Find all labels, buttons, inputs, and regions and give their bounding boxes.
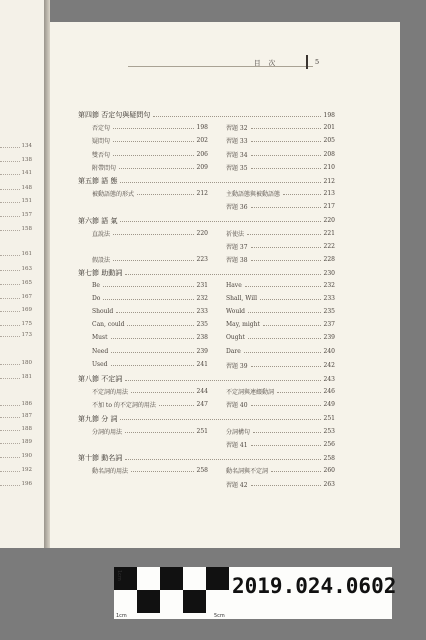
toc-chapter-page: 243 <box>323 375 335 383</box>
toc-entry <box>226 321 335 328</box>
dot-leader <box>116 312 193 313</box>
toc-entry-page: 232 <box>196 294 208 302</box>
toc-entry-page: 205 <box>323 137 335 145</box>
toc-chapter-label: 第五節 語 態 <box>78 177 118 185</box>
left-page-number: 196 <box>21 481 32 487</box>
dot-leader <box>111 338 194 339</box>
toc-entry-label: 疑問句 <box>92 138 111 146</box>
dot-leader <box>251 141 321 142</box>
toc-entry-label: 不定詞與連綴動詞 <box>226 389 275 397</box>
toc-entry-label: Dare <box>226 347 241 355</box>
left-page-leader <box>0 378 20 379</box>
toc-entry <box>226 334 335 341</box>
left-page-leader <box>0 174 20 175</box>
toc-entry-page: 202 <box>196 137 208 145</box>
header-rule <box>128 66 313 67</box>
dot-leader <box>125 459 320 460</box>
scale-label-right: 5cm <box>214 613 225 619</box>
header-section-title: 目 次 <box>254 59 279 67</box>
toc-entry <box>92 361 208 368</box>
left-page-leader <box>0 298 20 299</box>
toc-entry-page: 260 <box>323 467 335 475</box>
header-divider <box>306 55 308 69</box>
left-page-number: 180 <box>21 360 32 366</box>
left-page-number: 141 <box>21 170 32 176</box>
dot-leader <box>113 234 194 235</box>
toc-entry <box>92 229 208 238</box>
dot-leader <box>251 247 321 248</box>
toc-chapter <box>78 110 335 120</box>
toc-chapter-label: 第七節 助動詞 <box>78 269 123 278</box>
dot-leader <box>113 260 194 261</box>
left-page-leader <box>0 417 20 418</box>
toc-entry <box>92 189 208 198</box>
left-page-number: 175 <box>21 321 32 327</box>
toc-entry-page: 249 <box>323 401 335 409</box>
dot-leader <box>277 392 321 393</box>
dot-leader <box>159 405 194 406</box>
dot-leader <box>125 274 320 275</box>
toc-entry <box>226 150 335 159</box>
left-page-number: 187 <box>21 413 32 419</box>
toc-entry-page: 232 <box>323 281 335 289</box>
toc-entry-label: 祈使法 <box>226 230 245 238</box>
dot-leader <box>251 405 321 406</box>
toc-chapter-page: 258 <box>323 454 335 462</box>
toc-entry-page: 247 <box>196 401 208 409</box>
left-page-number: 167 <box>21 294 32 300</box>
toc-entry-label: 習題 41 <box>226 442 248 449</box>
scale-label-vertical: 1cm <box>116 570 122 581</box>
left-page-leader <box>0 230 20 231</box>
toc-entry-page: 233 <box>323 294 335 302</box>
toc-entry <box>92 123 208 132</box>
toc-entry <box>92 163 208 172</box>
toc-entry-label: 習題 32 <box>226 125 248 133</box>
left-page-leader <box>0 336 20 337</box>
toc-entry-label: May, might <box>226 321 260 329</box>
toc-entry <box>92 150 208 159</box>
toc-entry-label: 被動語態的形式 <box>92 191 135 199</box>
color-scale-checker <box>114 567 230 613</box>
left-page-leader <box>0 284 20 285</box>
dot-leader <box>131 392 194 393</box>
dot-leader <box>153 116 320 117</box>
dot-leader <box>283 194 321 195</box>
toc-entry-page: 198 <box>196 124 208 132</box>
left-page-leader <box>0 443 20 444</box>
toc-chapter <box>78 268 335 278</box>
toc-chapter-label: 第九節 分 詞 <box>78 414 118 423</box>
toc-entry-label: 習題 37 <box>226 244 248 251</box>
toc-entry <box>226 255 335 264</box>
toc-entry <box>92 136 208 145</box>
toc-entry-label: 假設法 <box>92 257 111 265</box>
toc-entry-page: 201 <box>323 124 335 132</box>
toc-entry <box>226 202 335 211</box>
toc-chapter <box>78 176 335 186</box>
toc-entry-page: 242 <box>323 361 335 369</box>
left-page-number: 163 <box>21 266 32 272</box>
toc-chapter <box>78 374 335 384</box>
left-page-number: 157 <box>21 212 32 218</box>
dot-leader <box>248 338 321 339</box>
accession-number: 2019.024.0602 <box>232 574 397 598</box>
dot-leader <box>113 155 194 156</box>
left-page-leader <box>0 161 20 162</box>
dot-leader <box>113 141 194 142</box>
left-page-number: 189 <box>21 439 32 445</box>
left-page <box>0 0 45 548</box>
left-page-leader <box>0 430 20 431</box>
toc-chapter-page: 251 <box>323 415 335 423</box>
toc-entry <box>226 387 335 396</box>
toc-chapter <box>78 453 335 463</box>
toc-entry <box>92 295 208 302</box>
toc-entry <box>226 163 335 172</box>
toc-chapter-page: 220 <box>323 217 335 225</box>
toc-chapter-page: 212 <box>323 177 335 185</box>
toc-entry-page: 235 <box>323 308 335 315</box>
left-page-leader <box>0 255 20 256</box>
toc-entry <box>92 387 208 396</box>
dot-leader <box>251 155 321 156</box>
toc-entry <box>92 334 208 341</box>
toc-entry <box>226 308 335 315</box>
toc-entry <box>226 400 335 409</box>
toc-entry <box>226 123 335 132</box>
toc-entry-page: 246 <box>323 388 335 396</box>
toc-entry-label: 習題 38 <box>226 257 248 265</box>
toc-entry-label: 習題 33 <box>226 138 248 146</box>
toc-entry-page: 222 <box>323 243 335 250</box>
toc-chapter-label: 第十節 動名詞 <box>78 454 123 463</box>
toc-chapter-label: 第六節 語 氣 <box>78 216 118 225</box>
toc-entry-label: 否定句 <box>92 125 111 133</box>
toc-entry-label: 動名詞的用法 <box>92 468 129 476</box>
toc-entry <box>226 427 335 436</box>
toc-entry <box>226 440 335 449</box>
toc-entry <box>92 308 208 315</box>
toc-entry <box>92 255 208 264</box>
dot-leader <box>125 380 320 381</box>
left-page-number: 169 <box>21 307 32 313</box>
left-page-number: 148 <box>21 185 32 191</box>
left-page-number: 190 <box>21 453 32 459</box>
left-page-leader <box>0 457 20 458</box>
dot-leader <box>111 352 193 353</box>
toc-entry <box>92 427 208 436</box>
toc-entry-page: 244 <box>196 388 208 396</box>
left-page-number: 138 <box>21 157 32 163</box>
dot-leader <box>103 286 194 287</box>
toc-entry <box>226 229 335 238</box>
dot-leader <box>251 366 321 367</box>
left-page-number: 151 <box>21 198 32 204</box>
toc-chapter-page: 230 <box>323 269 335 277</box>
dot-leader <box>251 168 321 169</box>
toc-entry-label: 習題 34 <box>226 151 248 159</box>
toc-entry <box>226 242 335 251</box>
toc-entry-label: 不加 to 的不定詞的用法 <box>92 402 156 410</box>
toc-entry-label: 習題 35 <box>226 164 248 172</box>
toc-entry-label: 雙否句 <box>92 151 111 159</box>
left-page-number: 165 <box>21 280 32 286</box>
dot-leader <box>119 168 194 169</box>
dot-leader <box>271 471 321 472</box>
toc-entry <box>226 480 335 489</box>
toc-entry-label: Should <box>92 308 114 315</box>
left-page-leader <box>0 189 20 190</box>
toc-chapter <box>78 414 335 424</box>
dot-leader <box>137 194 194 195</box>
left-page-leader <box>0 147 20 148</box>
toc-entry-page: 208 <box>323 150 335 158</box>
toc-entry-page: 256 <box>323 441 335 448</box>
toc-entry-label: 習題 36 <box>226 204 248 212</box>
toc-entry <box>92 400 208 409</box>
toc-entry-page: 251 <box>196 427 208 435</box>
toc-entry-page: 258 <box>196 467 208 475</box>
toc-entry-page: 253 <box>323 427 335 435</box>
toc-entry-label: Ought <box>226 334 245 342</box>
toc-entry-label: Need <box>92 347 109 355</box>
toc-entry-label: 附帶問句 <box>92 164 117 172</box>
toc-chapter <box>78 216 335 226</box>
toc-entry <box>226 189 335 198</box>
toc-entry-page: 210 <box>323 163 335 171</box>
left-page-leader <box>0 405 20 406</box>
dot-leader <box>244 352 321 353</box>
toc-entry-label: Have <box>226 281 242 289</box>
toc-entry-page: 238 <box>196 334 208 342</box>
toc-entry-page: 209 <box>196 163 208 171</box>
left-page-leader <box>0 270 20 271</box>
toc-entry-page: 213 <box>323 190 335 198</box>
left-page-leader <box>0 311 20 312</box>
left-page-number: 188 <box>21 426 32 432</box>
toc-entry-page: 263 <box>323 480 335 488</box>
dot-leader <box>127 325 193 326</box>
toc-entry-label: 動名詞與不定詞 <box>226 468 269 476</box>
left-page-number: 186 <box>21 401 32 407</box>
toc-entry-page: 223 <box>196 256 208 264</box>
dot-leader <box>248 312 321 313</box>
left-page-number: 192 <box>21 467 32 473</box>
toc-entry-page: 212 <box>196 190 208 198</box>
toc-entry-page: 206 <box>196 150 208 158</box>
left-page-leader <box>0 325 20 326</box>
left-page-leader <box>0 485 20 486</box>
left-page-number: 181 <box>21 374 32 380</box>
dot-leader <box>251 445 321 446</box>
dot-leader <box>260 299 321 300</box>
left-page-number: 134 <box>21 143 32 149</box>
toc-entry-label: 分詞構句 <box>226 428 251 436</box>
toc-entry <box>226 361 335 370</box>
toc-entry-label: Can, could <box>92 321 125 329</box>
left-page-leader <box>0 364 20 365</box>
toc-entry-page: 221 <box>323 229 335 237</box>
toc-entry <box>226 282 335 289</box>
dot-leader <box>251 128 321 129</box>
toc-entry-label: Be <box>92 281 100 289</box>
toc-entry-label: 習題 42 <box>226 481 248 489</box>
dot-leader <box>125 432 194 433</box>
toc-entry-label: 不定詞的用法 <box>92 389 129 397</box>
dot-leader <box>253 432 321 433</box>
toc-entry-label: 習題 40 <box>226 402 248 410</box>
toc-entry-page: 233 <box>196 308 208 315</box>
dot-leader <box>113 128 194 129</box>
scale-ruler <box>114 613 230 619</box>
toc-entry-page: 241 <box>196 360 208 368</box>
dot-leader <box>263 325 321 326</box>
toc-entry-page: 239 <box>323 334 335 342</box>
toc-entry-label: 分詞的用法 <box>92 428 123 436</box>
toc-entry-page: 220 <box>196 229 208 237</box>
toc-entry <box>92 282 208 289</box>
toc-entry-page: 217 <box>323 203 335 211</box>
dot-leader <box>245 286 321 287</box>
toc-entry <box>92 348 208 355</box>
left-page-leader <box>0 471 20 472</box>
dot-leader <box>120 221 320 222</box>
toc-entry-page: 231 <box>196 281 208 289</box>
dot-leader <box>120 419 320 420</box>
left-page-number: 173 <box>21 332 32 338</box>
toc-entry-label: Must <box>92 334 108 342</box>
toc-chapter-label: 第四節 否定句與疑問句 <box>78 111 151 119</box>
dot-leader <box>131 471 194 472</box>
scale-label-left: 1cm <box>116 613 127 619</box>
toc-entry <box>226 466 335 475</box>
toc-entry-page: 228 <box>323 256 335 264</box>
toc-entry-label: Do <box>92 294 101 302</box>
left-page-leader <box>0 202 20 203</box>
toc-entry-page: 235 <box>196 321 208 329</box>
dot-leader <box>251 260 321 261</box>
toc-entry-label: Would <box>226 308 245 315</box>
toc-entry-label: 直說法 <box>92 230 111 238</box>
left-page-leader <box>0 216 20 217</box>
dot-leader <box>103 299 193 300</box>
toc-entry <box>226 136 335 145</box>
header-page-number: 5 <box>315 58 320 66</box>
toc-entry-label: 主動語態與被動語態 <box>226 191 281 199</box>
toc-entry <box>92 321 208 328</box>
left-page-number: 161 <box>21 251 32 257</box>
toc-entry-page: 240 <box>323 347 335 355</box>
dot-leader <box>111 365 194 366</box>
toc-entry <box>226 348 335 355</box>
dot-leader <box>120 182 320 183</box>
toc-chapter-page: 198 <box>323 111 335 119</box>
left-page-number: 158 <box>21 226 32 232</box>
toc-entry-label: Used <box>92 360 108 368</box>
dot-leader <box>251 485 321 486</box>
toc-chapter-label: 第八節 不定詞 <box>78 375 123 383</box>
dot-leader <box>251 207 321 208</box>
dot-leader <box>247 234 321 235</box>
toc-entry <box>92 466 208 475</box>
toc-entry-page: 237 <box>323 321 335 329</box>
toc-entry-label: 習題 39 <box>226 362 248 370</box>
toc-entry-page: 239 <box>196 347 208 355</box>
toc-entry <box>226 295 335 302</box>
toc-entry-label: Shall, Will <box>226 294 258 302</box>
